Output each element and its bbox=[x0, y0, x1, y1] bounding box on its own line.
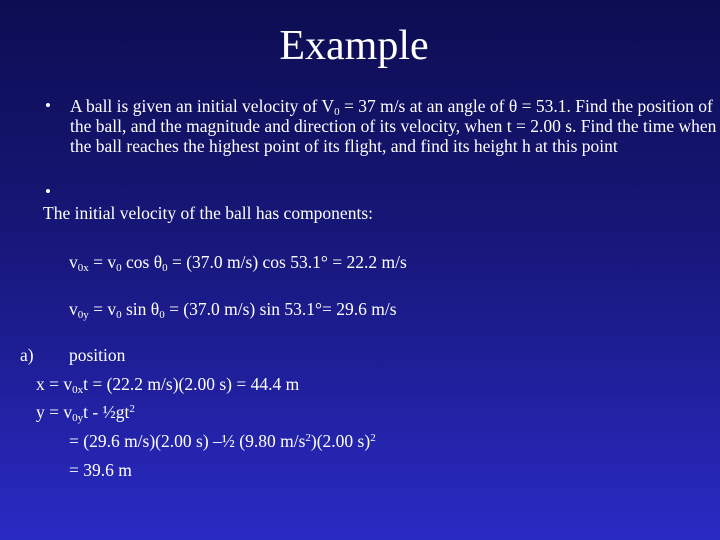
subscript: 0 bbox=[116, 262, 122, 274]
eq-text: sin θ bbox=[121, 299, 160, 319]
problem-text: A ball is given an initial velocity of V bbox=[70, 96, 335, 116]
eq-text: x = v bbox=[36, 374, 73, 394]
part-a-label: a) bbox=[20, 345, 34, 365]
components-intro: The initial velocity of the ball has components: bbox=[43, 203, 373, 223]
eq-text: = (37.0 m/s) sin 53.1°= 29.6 m/s bbox=[164, 299, 397, 319]
subscript: 0 bbox=[334, 106, 340, 118]
superscript: 2 bbox=[129, 403, 135, 415]
eq-text: t = (22.2 m/s)(2.00 s) = 44.4 m bbox=[83, 374, 300, 394]
eq-text: )(2.00 s) bbox=[310, 431, 371, 451]
x-equation bbox=[36, 373, 299, 395]
v0y-equation bbox=[69, 298, 397, 320]
bullet-marker: • bbox=[45, 182, 51, 201]
eq-text: = v bbox=[88, 299, 117, 319]
eq-text: cos θ bbox=[121, 252, 163, 272]
subscript: 0y bbox=[77, 309, 89, 321]
eq-text: t - ½gt bbox=[83, 402, 130, 422]
eq-text: = (29.6 m/s)(2.00 s) –½ (9.80 m/s bbox=[69, 431, 306, 451]
subscript: 0 bbox=[162, 262, 168, 274]
eq-text: v bbox=[69, 299, 78, 319]
superscript: 2 bbox=[370, 432, 376, 444]
bullet-marker: • bbox=[45, 96, 51, 115]
subscript: 0x bbox=[77, 262, 89, 274]
slide-title: Example bbox=[279, 23, 429, 69]
subscript: 0x bbox=[72, 384, 84, 396]
superscript: 2 bbox=[305, 432, 311, 444]
eq-text: y = v bbox=[36, 402, 73, 422]
eq-text: = v bbox=[88, 252, 117, 272]
eq-text: = (37.0 m/s) cos 53.1° = 22.2 m/s bbox=[167, 252, 407, 272]
subscript: 0y bbox=[72, 412, 84, 424]
y-equation bbox=[36, 401, 135, 423]
eq-text: v bbox=[69, 252, 78, 272]
part-a-heading: position bbox=[69, 345, 126, 365]
problem-statement bbox=[70, 96, 720, 156]
y-substitution bbox=[69, 430, 376, 452]
subscript: 0 bbox=[159, 309, 165, 321]
v0x-equation bbox=[69, 251, 407, 273]
problem-text: = 37 m/s at an angle of θ = 53.1. Find the position of the ball, and the magnitude and direction of its velocity, when t = 2.00 s. Find the time when the ball reaches the highest point of its flight, and find its height h at this point bbox=[70, 96, 717, 156]
subscript: 0 bbox=[116, 309, 122, 321]
y-result: = 39.6 m bbox=[69, 460, 132, 480]
